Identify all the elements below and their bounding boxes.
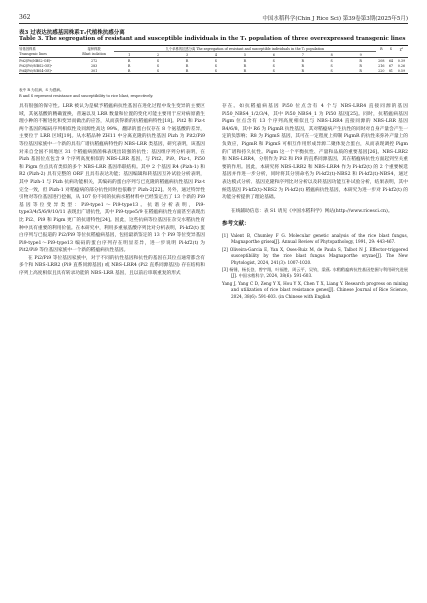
reference-item: Yang J, Yang C D, Zeng Y X, Hou Y X, Chen T X, Liang Y. Research progress on mining and utilization of rice blast resistance genes[J]. Chinese Journal of Rice Science, 2024, 38(6): 591-603. (in Chinese with English [222, 280, 408, 299]
body-column-right [222, 103, 408, 301]
table-note-en: R and S represent resistance and susceptibility to rice blast, respectively. [19, 94, 154, 98]
reference-item: [2] Oliveira-Garcia E, Yan X, Oses-Ruiz M, de Paula S, Talbot N J. Effector-triggered susceptibility by the rice blast fungus Magnaporthe oryzae[J]. The New Phytologist, 2024, 241(3): 1007-1020. [222, 246, 408, 265]
th-c5: 5 [230, 52, 260, 58]
table-row: Pit2(Pit/NBS2-OE)ᵃ 272 R S R S R S R S R 208 64 0.39 [19, 58, 406, 63]
th-r: R [380, 46, 383, 51]
table-row: Pit4(Pi9/NBS4-OE)ᵃ 301 R S R S R S R S R 220 81 0.59 [19, 68, 406, 73]
th-c9: 9 [346, 52, 376, 58]
th-c3: 3 [172, 52, 202, 58]
table-caption-en: Table 3. The segregation of resistant and susceptible individuals in the T₁ population of three overexpressed transgenic lines [19, 36, 406, 42]
th-c4: 4 [202, 52, 230, 58]
body-paragraph: 具有很强的保守性。LRR 被认为是赋予稻瘟病抗性基因在进化过程中发生变异的主要区域，其氨基酸的精确置换，普遍以及 LRR 数量和位置的变化可能主要用于应对病原菌生理小种的不断进化和变异而做出的应答，从而获得新的抗稻瘟病特性[18]。Pit2 和 Piz-t 两个基因的编码序列相似性及同源性高达 99%，翻译的蛋白仅存在 8 个氨基酸的差异，主要位于 LRR 区域[19]。从水稻品种 ZH11 中分离克隆的抗性基因 Pizh 为 Pit2/Pi9 等位基因家族中一个新的具有广谱抗稻瘟病特性的 NBS-LRR 类基因，研究表明，该基因对来自全国不同地区 31 个稻瘟病菌菌株表现出较强的抗性；基因组序列分析表明，在 Pizh 基因位点包含 9 个序列高度相似的 NBS-LRR 基因，与 Pit2、Pi9、Piz-t、Pi50 和 Pigm 位点具有类似的多个 NBS-LRR 基因串联结构。其中 2 个基因 R4 (Pizh-1) 和 R2 (Pizh-2) 具有完整的 ORF 且具有表达功能；基因编辑和转基因互补试验分析表明，其中 Pizh-1 与 Pizh 抗病功能相关，其编码的蛋白序列与已克隆的稻瘟病抗性基因 Piz-t 完全一致，但 Pizh-1 对稻瘟病的部分抗性同时也依赖于 Pizh-2[22]。另外，通过特异性引物对等位基因进行挖掘，从 107 份不同的抗病水稻材料中已经鉴定出了 13 个新的 Pi9 基因等位变异类型：Pi9-type1～Pi9-type13。抗谱分析表明，Pi9-type3/4/5/6/9/10/11 表现出广谱抗性，其中 Pi9-type5/9 在稻瘟病抗性方面甚至表现出比 Pi2、Pi9 和 Pigm 更广的抗谱特性[24]。因此，这些抗病等位基因在杂交水稻抗性育种中具有重要的利用价值。在本研究中，利用多重氨基酸序列比对分析表明，Pi-kf2(t) 蛋白序列与已报道的 Pi2/Pi9 等位抗稻瘟病基因，包括最新鉴定的 13 个 Pi9 等位变异基因 Pi9-type1～Pi9-type13 编码的蛋白序列存在明显差异，进一步说明 Pi-kf2(t) 为 Pit2/Pi9 等位基因家族中一个新的稻瘟病抗性基因。 [19, 104, 205, 254]
segregation-table [19, 45, 408, 74]
reference-item: [1] Valent B, Chumley F G. Molecular genetic analysis of the rice blast fungus, Magnaporthe grisea[J]. Annual Review of Phytopathology, 1991, 29: 443-467. [222, 232, 408, 245]
table-row: Pit2(Pi9/NBS2-OE)ᵃ 283 R S R S R S R S R 216 67 0.26 [19, 63, 406, 68]
page-number: 362 [19, 14, 31, 21]
header-rule [19, 23, 408, 24]
th-total-en: Blast isolation [74, 52, 114, 58]
th-c1: 1 [114, 52, 144, 58]
th-total: 接种株数 [87, 46, 101, 51]
journal-header: 中国水稻科学(Chin J Rice Sci) 第39卷第3期(2025年5月) [262, 16, 408, 22]
body-paragraph: 存在。如抗稻瘟病基因 Pi50 位点含有 4 个与 NBS-LRR4 直接同源的基因 Pi50_NBS4_1/2/3/4，其中 Pi50_NBS4_1 为 Pi50 基因[25]。同时，抗稻瘟病基因 Pigm 位点含有 13 个序列高度相似且与 NBS-LRR4 直接同源的 NBS-LRR 基因 R4/6/8，其中 R6 为 PigmR 抗性基因，其对稻瘟病产生抗性的同时对自身产量会产生一定的负影响；R8 为 PigmS 基因，其可在一定程度上抑制 PigmR 的抗性来弥补产量上的负效应，PigmR 和 PigmS 可相互作用形成异源二聚体复合蛋白，从而表现调控 Pigm 的广谱和持久抗性。Pigm 这一个平衡抗性、产量和品质的重要基因[26]。NBS-LRR2 和 NBS-LRR4，分别作为 Pi2 和 Pi9 的直系同源基因，其在稻瘟病抗性方面起到至关重要的作用。因此，本研究将 NBS-LRR2 和 NBS-LRR4 作为 Pi-kf2(t) 的 2 个重要候选基因并作进一步分析，同时将其分别命名为 Pi-kf2(t)-NBS2 和 Pi-kf2(t)-NBS4，通过表达模式分析、基因克隆和序列比对分析以及转基因功能互补试验分析，结果表明，其中候选基因 Pi-kf2(t)-NBS2 为 Pi-kf2(t) 稻瘟病抗性基因，本研究为进一步对 Pi-kf2(t) 的功能分析提供了理论基础。 [222, 104, 408, 201]
th-line: 转基因株系 [19, 46, 36, 51]
reference-item: [3] 杨锤，杨长登，曾宇翔，叶福胜，周云平，吴钧，梁燕. 水稻稻瘟病抗性基因挖掘与利用研究进展[J]. 中国水稻科学, 2024, 38(6): 591-603. [222, 266, 408, 279]
support-info: 在线辅助信息：表 S1 请见《中国水稻科学》网站(http://www.ricesci.cn)。 [231, 208, 393, 214]
th-c6: 6 [260, 52, 288, 58]
th-c8: 8 [318, 52, 346, 58]
th-chi: χ² [399, 46, 404, 51]
th-line-en: Transgenic lines [19, 52, 74, 58]
th-span: 九个单株的抗感分离 The segregation of resistant and susceptible individuals in the T₁ population [114, 46, 376, 52]
body-column-left [19, 103, 205, 278]
th-c7: 7 [288, 52, 318, 58]
table-note-cn: 表中 R 为抗病，S 为感病。 [19, 88, 64, 92]
body-paragraph: 在 Pi2/Pi9 等位基因家族中，对于不同的抗性基因和抗性的基因在其位点通常都含有多个和 NBS-LRR2 (Pi9 直系同源基因) 或 NBS-LRR4 (Pi2 直系同源基因) 存在结构和序列上高度相似且具有转录功能的 NBS-LRR 基因，且以前后串联重复的形式 [19, 255, 205, 277]
th-s: S [389, 46, 393, 51]
table-caption-cn: 表3 过表达抗感基因株系T₁代植株抗感分离 [19, 30, 125, 36]
references-title: 参考文献： [222, 221, 250, 228]
th-c2: 2 [144, 52, 172, 58]
